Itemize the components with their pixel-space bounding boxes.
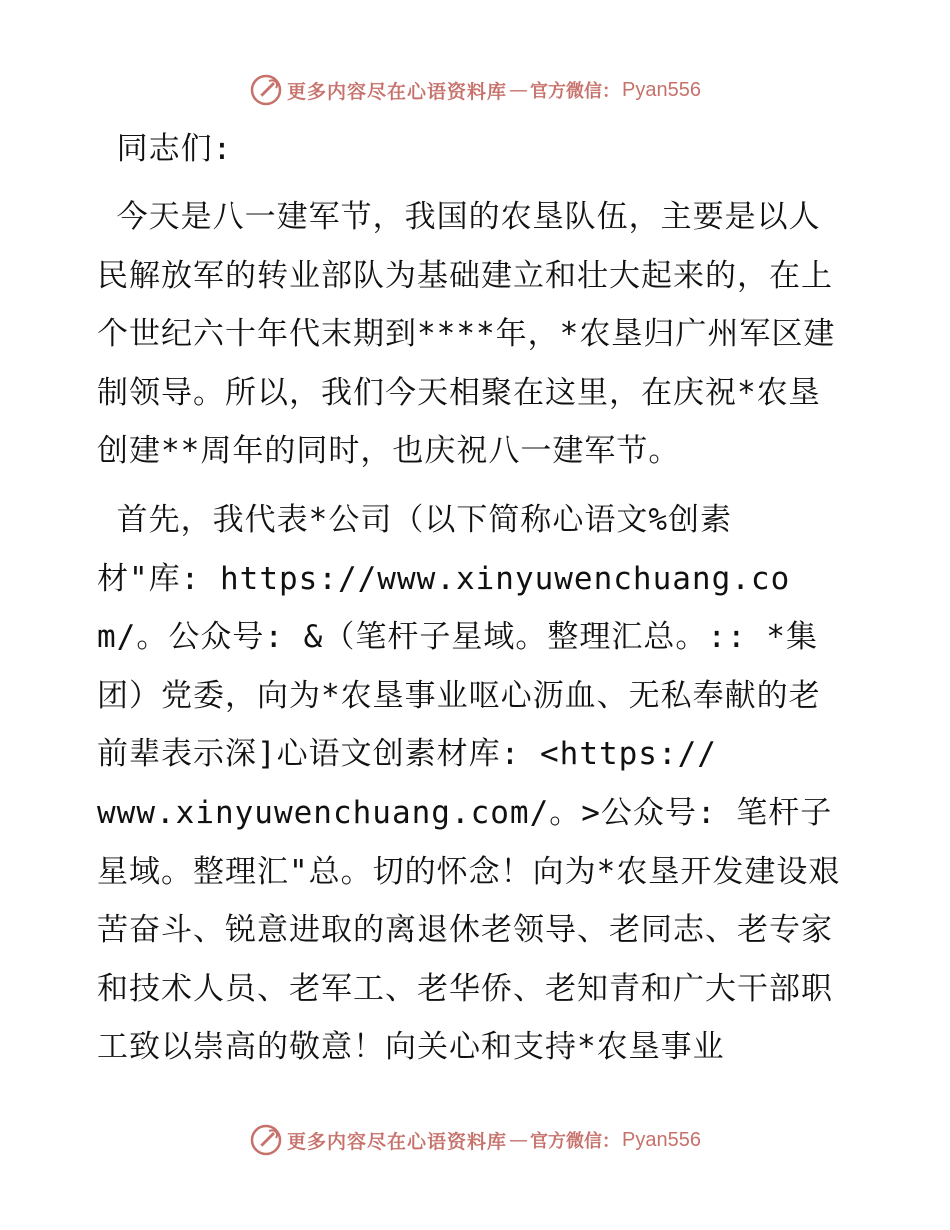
header-banner bbox=[0, 70, 950, 110]
paragraph-1: 今天是八一建军节，我国的农垦队伍，主要是以人民解放军的转业部队为基础建立和壮大起来的，在上个世纪六十年代末期到****年，*农垦归广州军区建制领导。所以，我们今天相聚在这里，在庆祝*农垦创建**周年的同时，也庆祝八一建军节。 bbox=[97, 199, 836, 470]
footer-banner bbox=[0, 1120, 950, 1160]
footer-wechat-id: Pyan556 bbox=[622, 1128, 701, 1151]
quill-logo-icon bbox=[249, 1123, 283, 1157]
header-text: 更多内容尽在心语资料库 bbox=[287, 80, 508, 103]
document-body bbox=[97, 120, 852, 1077]
quill-logo-icon bbox=[249, 73, 283, 107]
footer-separator: — bbox=[509, 1129, 529, 1151]
header-separator: — bbox=[509, 79, 529, 101]
salutation: 同志们: bbox=[97, 131, 233, 167]
footer-wechat-label: 官方微信： bbox=[530, 1131, 621, 1152]
header-wechat-id: Pyan556 bbox=[622, 78, 701, 101]
header-wechat-label: 官方微信： bbox=[530, 81, 621, 102]
footer-text: 更多内容尽在心语资料库 bbox=[287, 1130, 508, 1153]
paragraph-2: 首先，我代表*公司（以下简称心语文%创素 材"库: https://www.xinyuwenchuang.com/。公众号: &（笔杆子星域。整理汇总。:: *集团）党委，向为*农垦事业呕心沥血、无私奉献的老前辈表示深]心语文创素材库: <https:// www.xinyuwenchuang.com/。>公众号: 笔杆子星域。整理汇"总。切的怀念！向为*农垦开发建设艰苦奋斗、锐意进取的离退休老领导、老同志、老专家和技术人员、老军工、老华侨、老知青和广大干部职工致以崇高的敬意！向关心和支持*农垦事业 bbox=[97, 501, 841, 1066]
